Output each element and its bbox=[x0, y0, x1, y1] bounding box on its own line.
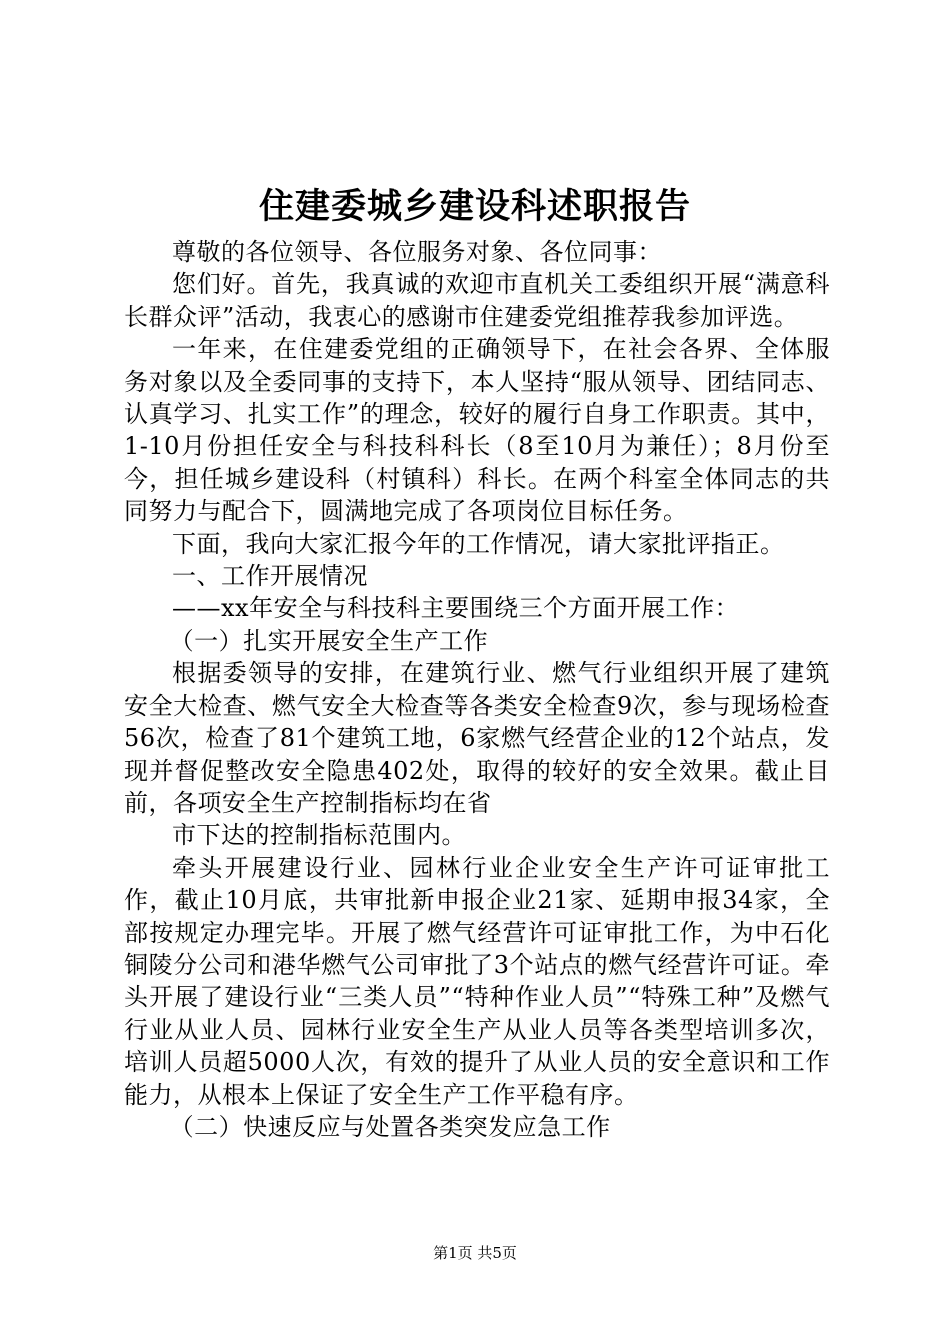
page-footer: 第1页 共5页 bbox=[433, 1244, 517, 1262]
section-heading-1-2: （二）快速反应与处置各类突发应急工作 bbox=[169, 1112, 611, 1141]
paragraph-safety-inspection-cont: 市下达的控制指标范围内。 bbox=[172, 821, 466, 850]
section-heading-1-1: （一）扎实开展安全生产工作 bbox=[169, 626, 489, 655]
paragraph-safety-inspection: 根据委领导的安排，在建筑行业、燃气行业组织开展了建筑安全大检查、燃气安全大检查等各类安全检查9次，参与现场检查56次，检查了81个建筑工地，6家燃气经营企业的12个站点，发现并督促整改安全隐患402处，取得的较好的安全效果。截止目前，各项安全生产控制指标均在省 bbox=[124, 659, 830, 817]
paragraph-greeting: 您们好。首先，我真诚的欢迎市直机关工委组织开展“满意科长群众评”活动，我衷心的感谢市住建委党组推荐我参加评选。 bbox=[124, 270, 830, 331]
paragraph-subheading: ——xx年安全与科技科主要围绕三个方面开展工作： bbox=[172, 594, 740, 623]
section-heading-1: 一、工作开展情况 bbox=[172, 562, 368, 591]
paragraph-licensing: 牵头开展建设行业、园林行业企业安全生产许可证审批工作，截止10月底，共审批新申报企业21家、延期申报34家，全部按规定办理完毕。开展了燃气经营许可证审批工作，为中石化铜陵分公司和港华燃气公司审批了3个站点的燃气经营许可证。牵头开展了建设行业“三类人员”“特种作业人员”“特殊工种”及燃气行业从业人员、园林行业安全生产从业人员等各类型培训多次，培训人员超5000人次，有效的提升了从业人员的安全意识和工作能力，从根本上保证了安全生产工作平稳有序。 bbox=[124, 853, 830, 1109]
document-body bbox=[124, 236, 830, 1143]
paragraph-salutation: 尊敬的各位领导、各位服务对象、各位同事： bbox=[172, 238, 662, 266]
paragraph-overview: 一年来，在住建委党组的正确领导下，在社会各界、全体服务对象以及全委同事的支持下，本人坚持“服从领导、团结同志、认真学习、扎实工作”的理念，较好的履行自身工作职责。其中，1-10月份担任安全与科技科科长（8至10月为兼任）；8月份至今，担任城乡建设科（村镇科）科长。在两个科室全体同志的共同努力与配合下，圆满地完成了各项岗位目标任务。 bbox=[124, 335, 830, 526]
document-title: 住建委城乡建设科述职报告 bbox=[258, 186, 691, 227]
paragraph-intro: 下面，我向大家汇报今年的工作情况，请大家批评指正。 bbox=[172, 529, 785, 558]
